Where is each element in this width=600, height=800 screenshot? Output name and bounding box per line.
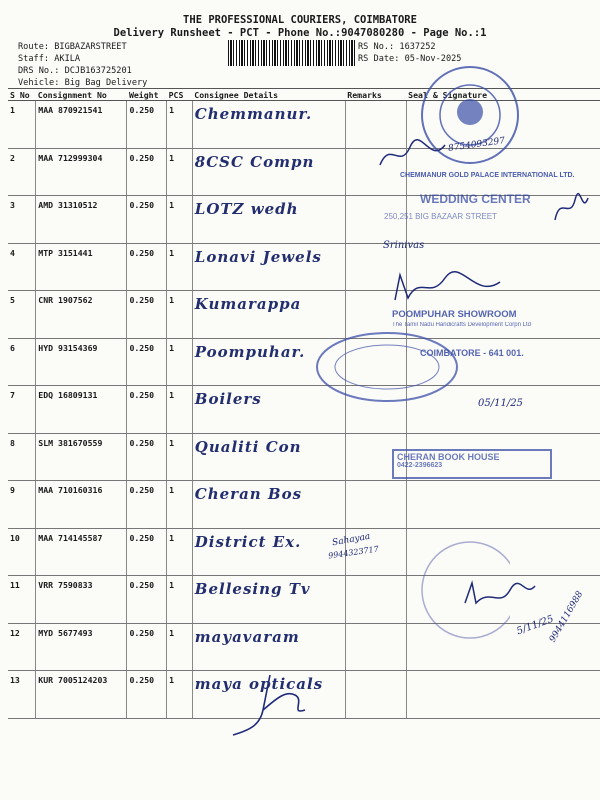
cell-consignee: Cheran Bos [192,481,345,529]
table-row [8,528,600,576]
cell-pcs: 1 [167,386,193,434]
cell-seal [406,671,600,719]
cell-sno: 12 [8,623,36,671]
col-consignee: Consignee Details [192,89,345,101]
cell-consignee: Boilers [192,386,345,434]
runsheet-subtitle: Delivery Runsheet - PCT - Phone No.:9047080280 - Page No.:1 [113,27,487,39]
table-row [8,338,600,386]
meta-left [18,41,147,89]
cell-pcs: 1 [167,291,193,339]
cell-consignment: MAA 870921541 [36,101,127,149]
cell-pcs: 1 [167,338,193,386]
cell-consignment: MYD 5677493 [36,623,127,671]
cell-pcs: 1 [167,623,193,671]
company-title: THE PROFESSIONAL COURIERS, COIMBATORE [183,14,417,26]
cell-sno: 2 [8,148,36,196]
signature-bottom [225,670,315,740]
staff-label: Staff: AKILA [18,54,81,64]
chemmanur-ring-text: CHEMMANUR GOLD PALACE INTERNATIONAL LTD. [400,172,575,179]
cell-seal [406,481,600,529]
signature-r12 [460,578,540,618]
cell-sno: 13 [8,671,36,719]
cell-consignment: SLM 381670559 [36,433,127,481]
table-row [8,386,600,434]
wedding-center-stamp: WEDDING CENTER [420,192,531,206]
cell-consignment: AMD 31310512 [36,196,127,244]
table-row [8,481,600,529]
cell-remarks [345,576,406,624]
cell-pcs: 1 [167,528,193,576]
cell-consignee: Poompuhar. [192,338,345,386]
cell-weight: 0.250 [127,386,167,434]
handwritten-date-r8: 05/11/25 [478,398,523,409]
cell-sno: 1 [8,101,36,149]
cell-sno: 4 [8,243,36,291]
cell-weight: 0.250 [127,433,167,481]
wedding-center-address: 250,251 BIG BAZAAR STREET [384,212,497,221]
col-pcs: PCS [167,89,193,101]
cell-pcs: 1 [167,481,193,529]
cell-consignment: CNR 1907562 [36,291,127,339]
handwritten-phone-r13: 9944116988 [547,589,586,645]
cell-weight: 0.250 [127,243,167,291]
cell-consignment: MTP 3151441 [36,243,127,291]
cell-consignee: 8CSC Compn [192,148,345,196]
cell-remarks [345,481,406,529]
handwritten-name-r12: Sahayaa [331,531,372,549]
signature-r5 [390,270,510,310]
col-seal: Seal & Signature [406,89,600,101]
cell-sno: 8 [8,433,36,481]
cell-sno: 5 [8,291,36,339]
cell-sno: 9 [8,481,36,529]
cell-consignment: EDQ 16809131 [36,386,127,434]
cell-weight: 0.250 [127,338,167,386]
cell-pcs: 1 [167,243,193,291]
cell-pcs: 1 [167,433,193,481]
cell-pcs: 1 [167,576,193,624]
vehicle-label: Vehicle: Big Bag Delivery [18,78,148,88]
cell-consignment: HYD 93154369 [36,338,127,386]
cheran-stamp-phone: 0422-2396623 [397,462,443,469]
col-weight: Weight [127,89,167,101]
cell-consignee: Qualiti Con [192,433,345,481]
cell-consignment: MAA 714145587 [36,528,127,576]
table-row [8,243,600,291]
cell-pcs: 1 [167,148,193,196]
cell-consignee: Lonavi Jewels [192,243,345,291]
signature-r2 [375,135,455,175]
cell-consignment: MAA 710160316 [36,481,127,529]
cell-consignee: maya opticals [192,671,345,719]
cheran-stamp [392,449,552,479]
cell-weight: 0.250 [127,148,167,196]
cell-weight: 0.250 [127,623,167,671]
cell-sno: 11 [8,576,36,624]
cell-consignment: MAA 712999304 [36,148,127,196]
col-consignment: Consignment No [36,89,127,101]
cell-pcs: 1 [167,101,193,149]
poompuhar-stamp-line2: COIMBATORE - 641 001. [420,348,524,358]
col-remarks: Remarks [345,89,406,101]
cell-consignment: VRR 7590833 [36,576,127,624]
cell-consignee: District Ex. [192,528,345,576]
tamil-oval-seal [312,328,462,406]
cell-weight: 0.250 [127,576,167,624]
cell-weight: 0.250 [127,671,167,719]
handwritten-phone-r12: 9944323717 [327,544,380,561]
cheran-stamp-title: CHERAN BOOK HOUSE [397,452,500,462]
handwritten-date-r13: 5/11/25 [515,613,556,638]
poompuhar-stamp-title: POOMPUHAR SHOWROOM [392,309,517,320]
cell-consignee: Bellesing Tv [192,576,345,624]
cell-consignee: LOTZ wedh [192,196,345,244]
cell-weight: 0.250 [127,196,167,244]
cell-weight: 0.250 [127,528,167,576]
cell-consignee: Chemmanur. [192,101,345,149]
route-label: Route: BIGBAZARSTREET [18,42,127,52]
cell-consignee: mayavaram [192,623,345,671]
handwritten-phone-r2: 8754093297 [447,136,506,154]
drs-label: DRS No.: DCJB163725201 [18,66,132,76]
rs-number: RS No.: 1637252 [358,42,436,52]
cell-remarks [345,623,406,671]
col-sno: S No [8,89,36,101]
signature-r3 [550,190,590,230]
rs-date: RS Date: 05-Nov-2025 [358,54,462,64]
barcode [228,40,356,66]
cell-weight: 0.250 [127,481,167,529]
cell-remarks [345,671,406,719]
cell-consignment: KUR 7005124203 [36,671,127,719]
handwritten-note-r4: Srinivas [383,240,425,251]
poompuhar-stamp-line1: The Tamil Nadu Handicrafts Development Corpn Ltd [392,322,531,328]
cell-consignee: Kumarappa [192,291,345,339]
cell-sno: 7 [8,386,36,434]
cell-sno: 3 [8,196,36,244]
table-row [8,623,600,671]
cell-sno: 10 [8,528,36,576]
cell-pcs: 1 [167,196,193,244]
cell-weight: 0.250 [127,101,167,149]
cell-pcs: 1 [167,671,193,719]
cell-sno: 6 [8,338,36,386]
cell-weight: 0.250 [127,291,167,339]
